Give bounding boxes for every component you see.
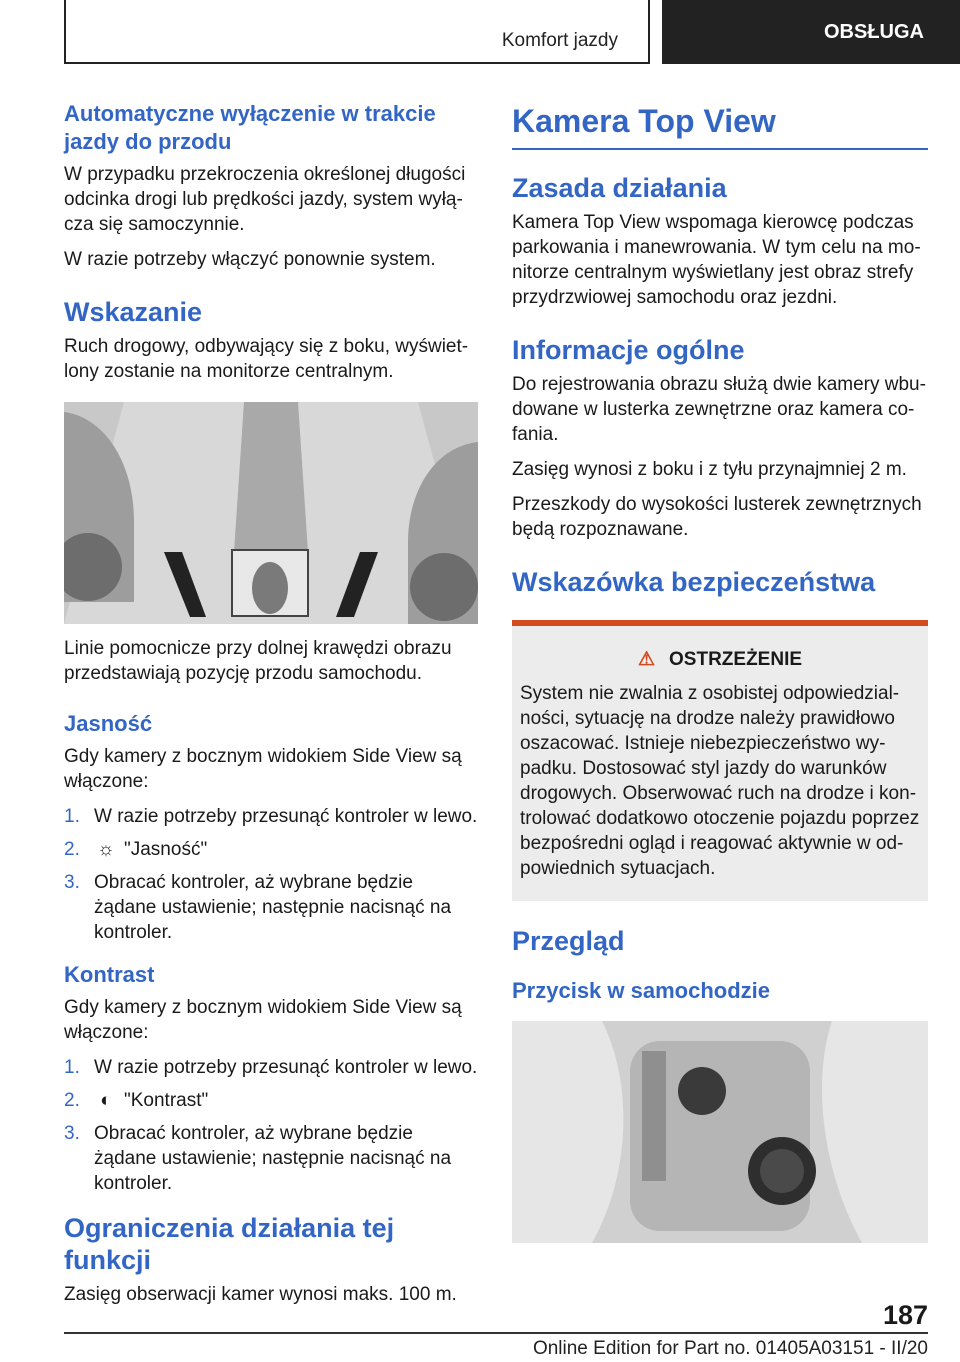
right-column [512,100,928,1243]
jasnosc-intro: Gdy kamery z bocznym widokiem Side View są włączone: [64,746,462,792]
contrast-icon: ◐ [100,1090,112,1111]
center-console-image [512,1021,928,1243]
header-section-box [64,0,650,64]
list-item: 2. ☼ "Jasność" [64,839,208,860]
info-paragraph-2: Zasięg wynosi z boku i z tyłu przynajmniej 2 m. [512,459,907,480]
list-item: 1. W razie potrzeby przesunąć kontroler w lewo. [64,1057,478,1078]
jasnosc-steps [64,804,478,945]
auto-off-heading: Automatyczne wyłączenie w trakcie jazdy do przodu [64,101,436,154]
left-column [64,100,478,1317]
zasada-heading: Zasada działania [512,173,727,203]
list-item: 3. Obracać kontroler, aż wybrane będzie żądane ustawienie; następnie nacisnąć na kontroler. [64,1123,452,1194]
limits-heading: Ograniczenia działania tej funkcji [64,1213,395,1275]
list-item: 3. Obracać kontroler, aż wybrane będzie żądane ustawienie; następnie nacisnąć na kontroler. [64,872,452,943]
wskazanie-paragraph: Ruch drogowy, odbywający się z boku, wyświet‐lony zostanie na monitorze centralnym. [64,336,469,382]
warning-box [512,620,928,901]
info-paragraph-3: Przeszkody do wysokości lusterek zewnętrznych będą rozpoznawane. [512,494,922,540]
warning-title: OSTRZEŻENIE [669,649,803,670]
zasada-paragraph: Kamera Top View wspomaga kierowcę podczas parkowania i manewrowania. W tym celu na mo‐nitorze centralnym wyświetlany jest obraz strefy przydrzwiowej samochodu oraz jezdni. [512,212,921,308]
info-paragraph-1: Do rejestrowania obrazu służą dwie kamery wbu‐dowane w lusterka zewnętrzne oraz kamera co‐fania. [512,374,926,445]
kontrast-intro: Gdy kamery z bocznym widokiem Side View są włączone: [64,997,462,1043]
warning-text: System nie zwalnia z osobistej odpowiedzial‐ności, sytuację na drodze należy prawidłowo oszacować. Istnieje niebezpieczeństwo wy‐padku. Dostosować styl jazdy do warunków drogowych. Obserwować ruch na drodze i kon‐trolować dodatkowo otoczenie pojazdu poprzez bezpośredni ogląd i reagować aktywnie w od‐powiednich sytuacjach. [520,683,920,879]
przeglad-heading: Przegląd [512,926,625,956]
header-chapter-tab: OBSŁUGA [662,0,960,64]
image-caption: Linie pomocnicze przy dolnej krawędzi obrazu przedstawiają pozycję przodu samochodu. [64,638,452,684]
side-view-camera-image [64,402,478,624]
safety-heading: Wskazówka bezpieczeństwa [512,567,876,597]
przycisk-heading: Przycisk w samochodzie [512,978,770,1003]
kontrast-steps [64,1055,478,1196]
edition-note: Online Edition for Part no. 01405A03151 - II/20 [532,1338,928,1359]
page-number: 187 [882,1300,928,1330]
header-section-title: Komfort jazdy [501,30,618,51]
wskazanie-heading: Wskazanie [64,297,203,327]
auto-off-paragraph-2: W razie potrzeby włączyć ponownie system. [64,249,436,270]
info-heading: Informacje ogólne [512,335,745,365]
brightness-icon: ☼ [97,839,115,860]
auto-off-paragraph: W przypadku przekroczenia określonej długości odcinka drogi lub prędkości jazdy, system wyłą‐cza się samoczynnie. [64,164,466,235]
list-item: 1. W razie potrzeby przesunąć kontroler w lewo. [64,806,478,827]
kontrast-heading: Kontrast [64,962,155,987]
warning-icon: ⚠ [637,649,656,670]
list-item: 2. ◐ "Kontrast" [64,1090,209,1111]
footer-divider [64,1332,928,1334]
page-title: Kamera Top View [512,100,928,150]
jasnosc-heading: Jasność [64,711,153,736]
limits-paragraph: Zasięg obserwacji kamer wynosi maks. 100 m. [64,1284,457,1305]
